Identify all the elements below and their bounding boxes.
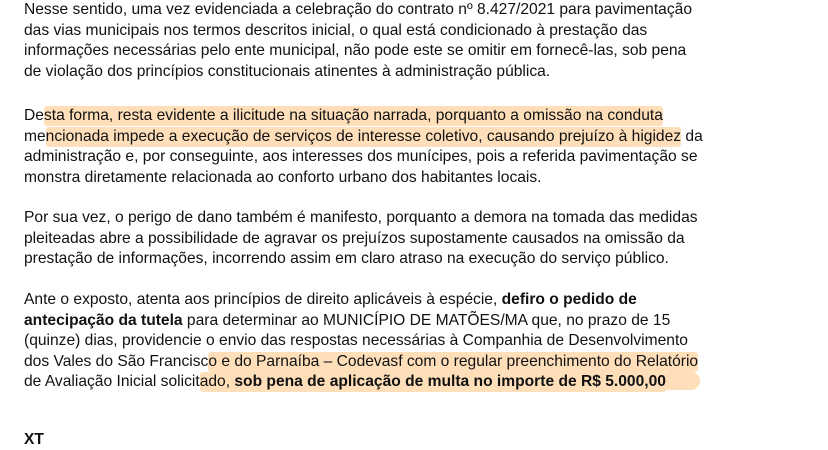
highlighted-text: ncionada impede a execução de serviços de interesse coletivo, causando prejuízo à higidez [45,127,682,145]
text-line [24,372,700,393]
bold-text: sob pena de aplicação de multa no importe de R$ 5.000,00 [234,373,666,390]
bold-text: defiro o pedido de [501,291,637,308]
paragraph-danger [24,208,698,270]
highlighted-text: sta forma, resta evidente a ilicitude na situação narrada, porquanto a omissão na conduta [43,107,663,124]
text-line: pleiteadas abre a possibilidade de agravar os prejuízos supostamente causados na omissão da [24,229,685,247]
text-segment: ado, [199,373,235,390]
text-segment: me [24,127,46,145]
bold-text: antecipação da tutela [24,311,183,329]
text-line: monstra diretamente relacionada ao conforto urbano dos habitantes locais. [24,168,542,186]
paragraph-decision [24,290,700,393]
text-line: administração e, por conseguinte, aos interesses dos munícipes, pois a referida pavimentação se [24,148,698,165]
paragraph-contract [24,0,692,82]
text-line [24,127,703,148]
text-line [24,311,700,332]
text-segment: Ante o exposto, atenta aos princípios de direito aplicáveis à espécie, [24,291,502,308]
text-segment: para determinar ao MUNICÍPIO DE MATÕES/MA que, no prazo de 15 [182,311,671,329]
text-segment: dos Vales do São Francisc [24,352,209,370]
text-line: (quinze) dias, providencie o envio das respostas necessárias à Companhia de Desenvolvimento [24,332,688,349]
text-segment: da [681,127,703,145]
highlight-tail [666,372,700,390]
text-line: informações necessárias pelo ente municipal, não pode este se omitir em fornecê-las, sob pena [24,42,687,59]
text-line: das vias municipais nos termos descritos inicial, o qual está condicionado à prestação das [24,21,648,39]
text-line: Nesse sentido, uma vez evidenciada a celebração do contrato nº 8.427/2021 para pavimentação [24,1,692,18]
highlighted-text [200,372,666,392]
paragraph-illegality [24,106,703,188]
cutoff-heading: XT [24,431,44,448]
text-line: Por sua vez, o perigo de dano também é manifesto, porquanto a demora na tomada das medidas [24,209,698,226]
text-line: prestação de informações, incorrendo assim em claro atraso na execução do serviço público. [24,250,669,267]
text-line: de violação dos princípios constitucionais atinentes à administração pública. [24,62,551,80]
text-line [24,352,700,373]
highlighted-text: o e do Parnaíba – Codevasf com o regular preenchimento do Relatório [208,352,699,370]
text-line [24,290,700,311]
text-line [24,106,703,127]
text-segment: de Avaliação Inicial solicit [24,373,200,390]
text-segment: De [24,107,44,124]
